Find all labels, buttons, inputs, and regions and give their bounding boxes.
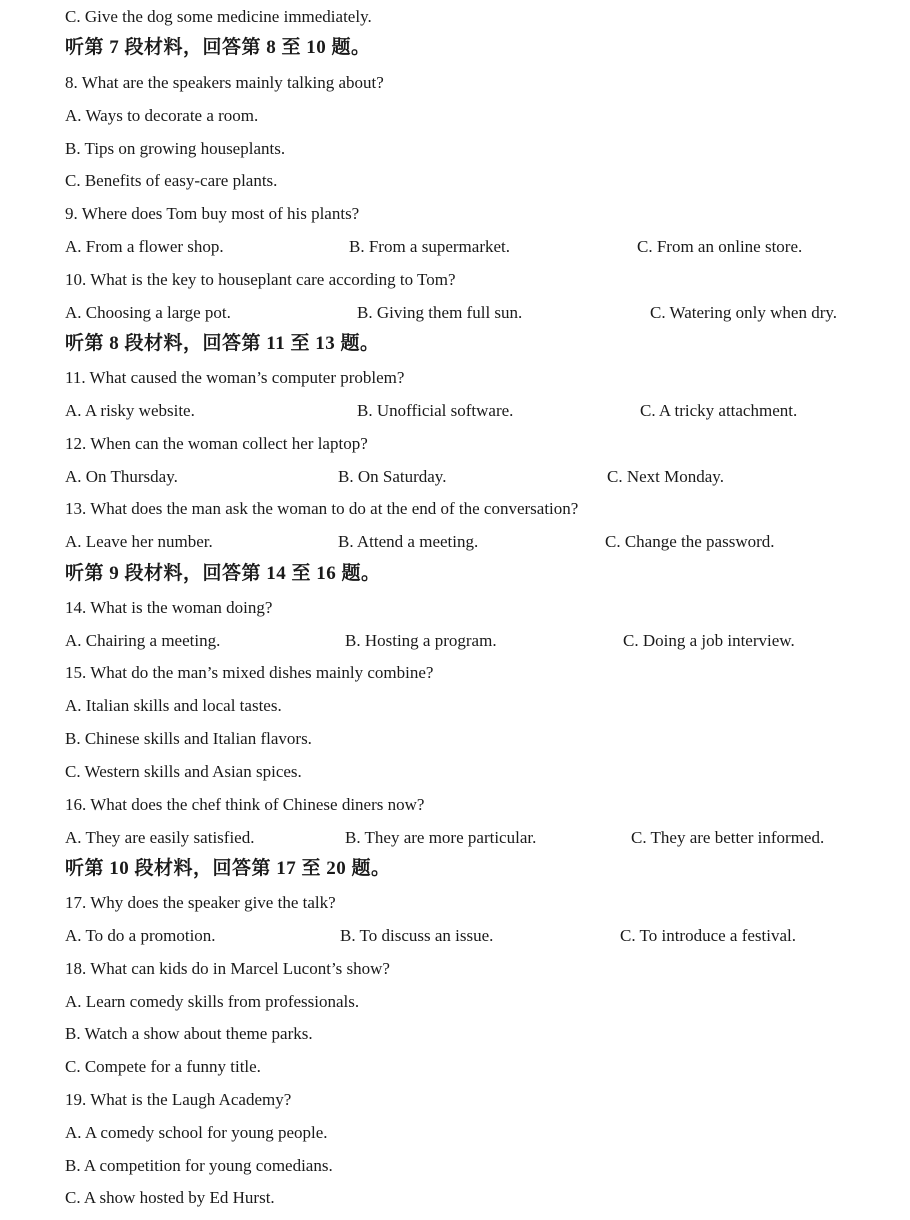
option-q14-b: B. Hosting a program. [345,631,497,650]
option-q9-c: C. From an online store. [637,237,803,256]
option-q9-b: B. From a supermarket. [349,237,510,256]
option-q12-b: B. On Saturday. [338,467,447,486]
question-14: 14. What is the woman doing? [65,598,273,617]
section-header-8: 听第 8 段材料，回答第 11 至 13 题。 [65,333,380,354]
question-8: 8. What are the speakers mainly talking about? [65,73,384,92]
option-q17-b: B. To discuss an issue. [340,926,494,945]
option-q14-c: C. Doing a job interview. [623,631,795,650]
option-q14-a: A. Chairing a meeting. [65,631,221,650]
question-11: 11. What caused the woman’s computer problem? [65,368,405,387]
question-19: 19. What is the Laugh Academy? [65,1090,292,1109]
option-q19-a: A. A comedy school for young people. [65,1123,328,1142]
question-17: 17. Why does the speaker give the talk? [65,893,336,912]
option-q17-a: A. To do a promotion. [65,926,216,945]
option-q15-b: B. Chinese skills and Italian flavors. [65,729,312,748]
question-12: 12. When can the woman collect her laptop? [65,434,368,453]
question-15: 15. What do the man’s mixed dishes mainly combine? [65,663,434,682]
option-q12-a: A. On Thursday. [65,467,178,486]
option-q19-b: B. A competition for young comedians. [65,1156,333,1175]
option-q18-c: C. Compete for a funny title. [65,1057,261,1076]
section-header-9: 听第 9 段材料，回答第 14 至 16 题。 [65,563,381,584]
option-q16-a: A. They are easily satisfied. [65,828,255,847]
option-q16-b: B. They are more particular. [345,828,537,847]
section-header-10: 听第 10 段材料，回答第 17 至 20 题。 [65,858,391,879]
option-q18-b: B. Watch a show about theme parks. [65,1024,313,1043]
question-18: 18. What can kids do in Marcel Lucont’s show? [65,959,390,978]
option-q18-a: A. Learn comedy skills from professionals. [65,992,360,1011]
option-q13-b: B. Attend a meeting. [338,532,479,551]
option-q7-c: C. Give the dog some medicine immediately. [65,7,372,26]
option-q8-c: C. Benefits of easy-care plants. [65,171,278,190]
question-13: 13. What does the man ask the woman to do at the end of the conversation? [65,499,579,518]
option-q11-a: A. A risky website. [65,401,195,420]
option-q10-a: A. Choosing a large pot. [65,303,231,322]
option-q16-c: C. They are better informed. [631,828,825,847]
section-header-7: 听第 7 段材料，回答第 8 至 10 题。 [65,37,371,58]
question-10: 10. What is the key to houseplant care according to Tom? [65,270,456,289]
option-q10-c: C. Watering only when dry. [650,303,838,322]
option-q8-b: B. Tips on growing houseplants. [65,139,286,158]
option-q15-a: A. Italian skills and local tastes. [65,696,282,715]
option-q10-b: B. Giving them full sun. [357,303,523,322]
option-q8-a: A. Ways to decorate a room. [65,106,259,125]
option-q15-c: C. Western skills and Asian spices. [65,762,302,781]
option-q19-c: C. A show hosted by Ed Hurst. [65,1188,275,1207]
option-q12-c: C. Next Monday. [607,467,724,486]
question-16: 16. What does the chef think of Chinese diners now? [65,795,425,814]
option-q9-a: A. From a flower shop. [65,237,224,256]
question-9: 9. Where does Tom buy most of his plants? [65,204,360,223]
option-q13-c: C. Change the password. [605,532,775,551]
option-q17-c: C. To introduce a festival. [620,926,797,945]
option-q13-a: A. Leave her number. [65,532,213,551]
option-q11-c: C. A tricky attachment. [640,401,798,420]
option-q11-b: B. Unofficial software. [357,401,514,420]
